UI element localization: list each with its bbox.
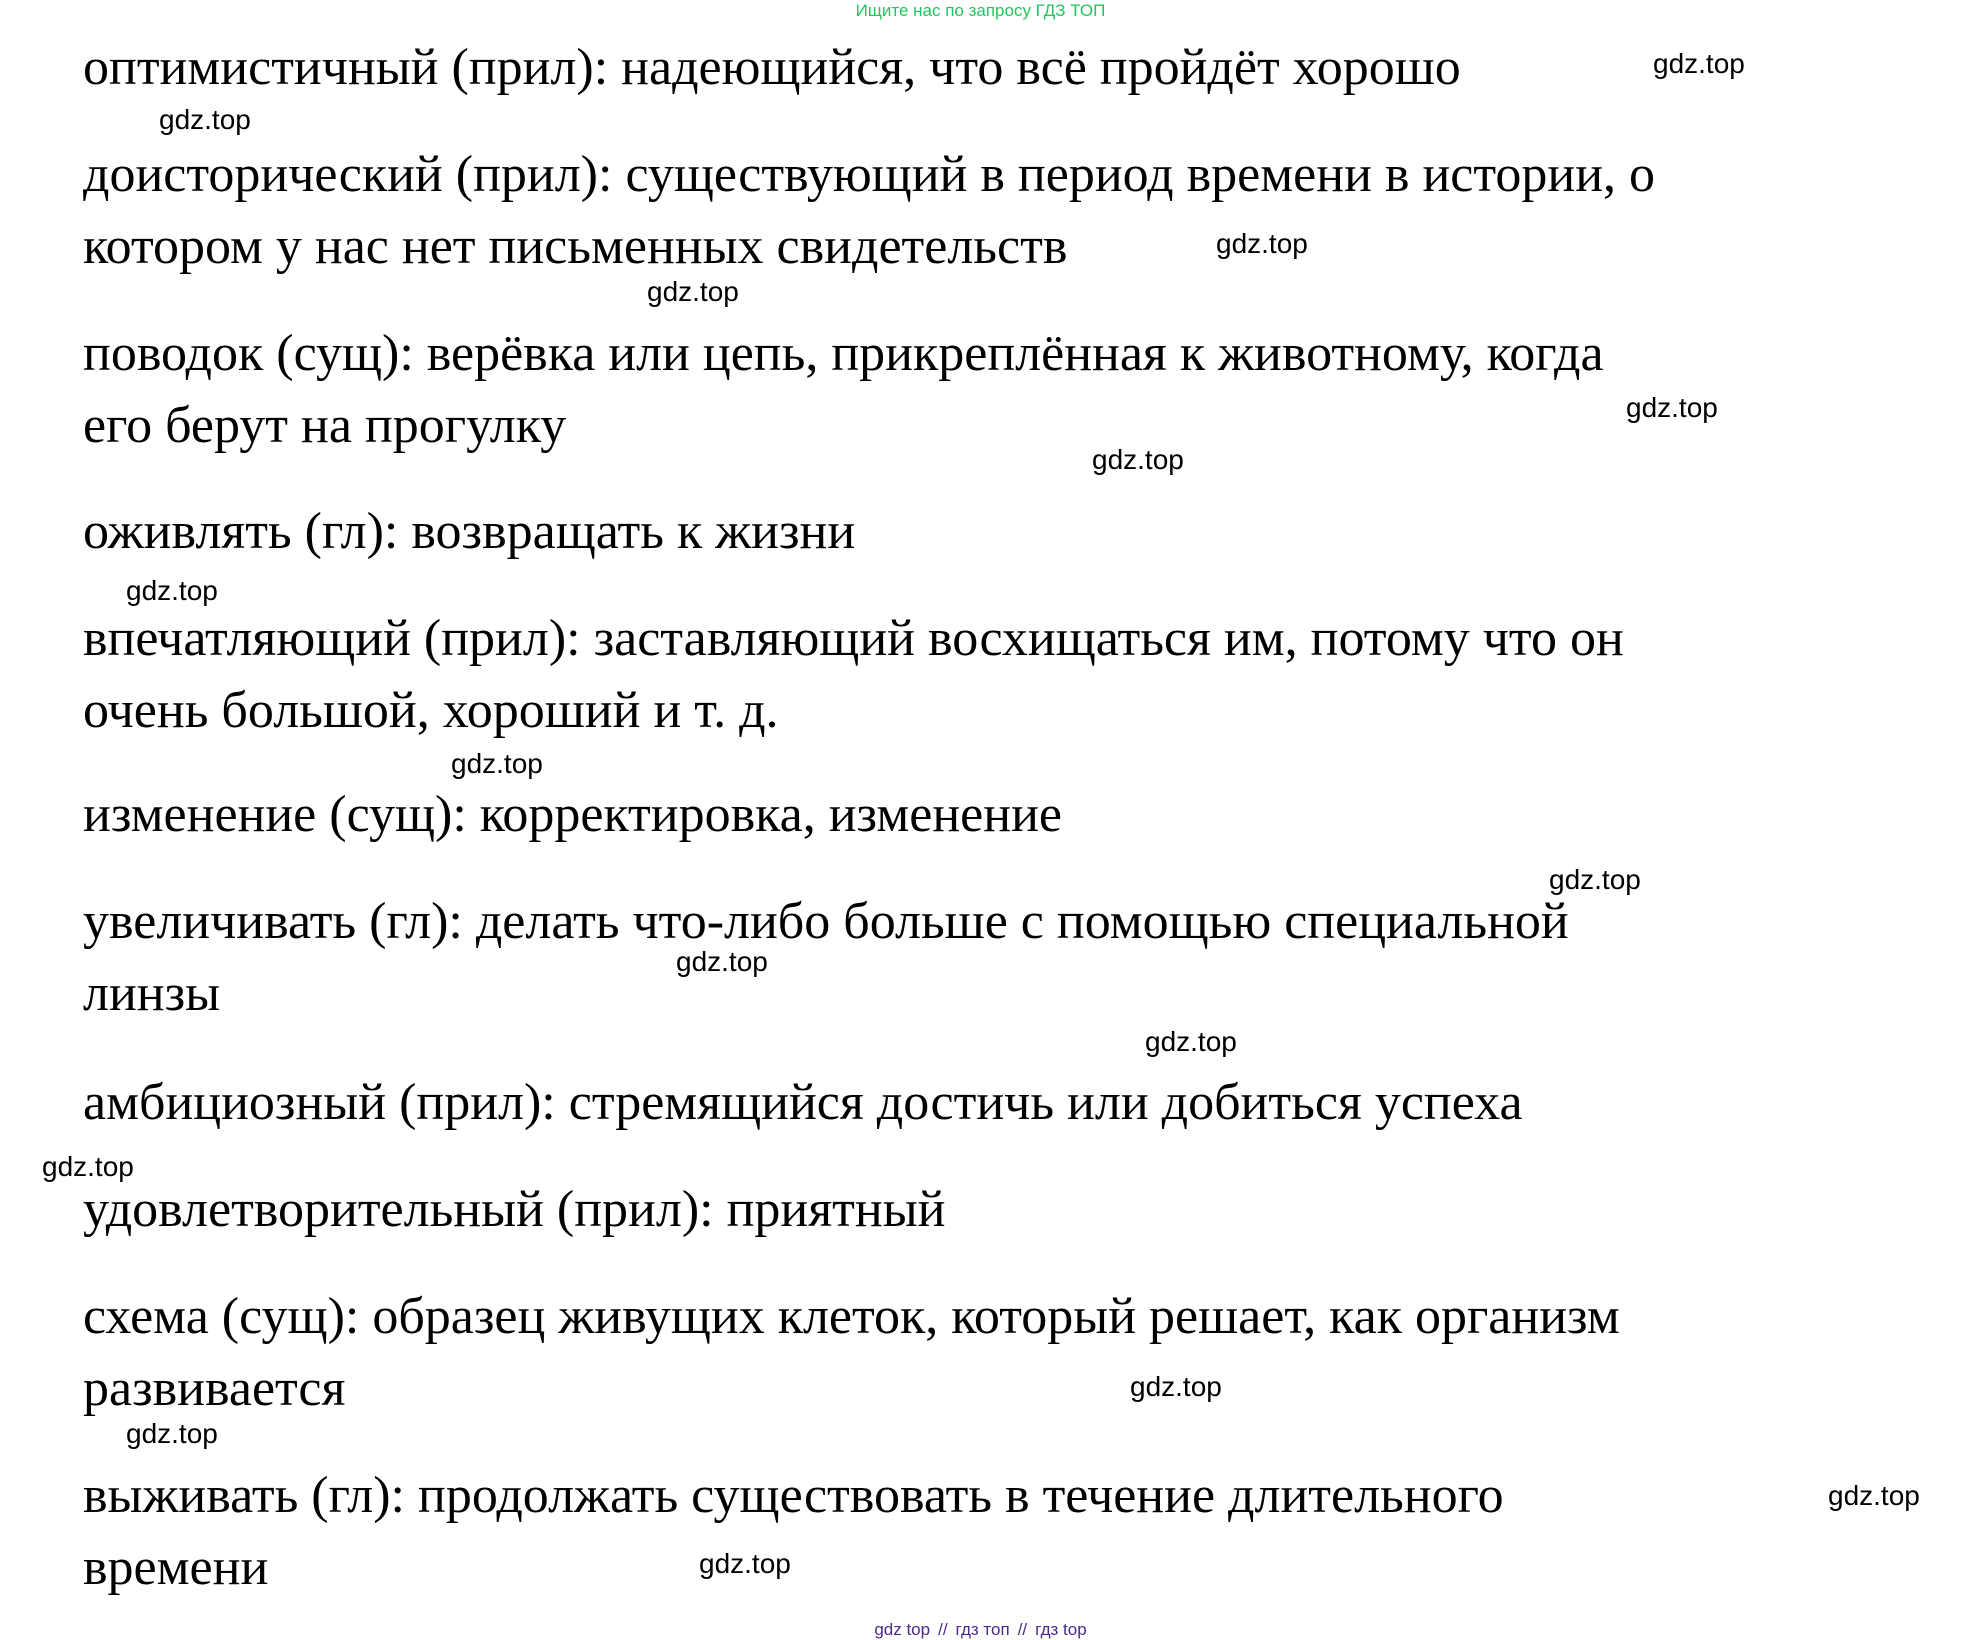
glossary-entry: оптимистичный (прил): надеющийся, что всё пройдёт хорошо xyxy=(83,39,1461,96)
watermark: gdz.top xyxy=(159,104,251,135)
watermark: gdz.top xyxy=(1828,1480,1920,1511)
watermark: gdz.top xyxy=(126,1418,218,1449)
footer-link-gdz-top-ru[interactable]: гдз топ xyxy=(955,1620,1010,1639)
top-banner-link[interactable]: Ищите нас по запросу ГДЗ ТОП xyxy=(855,1,1106,20)
glossary-entry: впечатляющий (прил): заставляющий восхищаться им, потому что он очень большой, хороший и т. д. xyxy=(83,610,1624,739)
watermark: gdz.top xyxy=(451,748,543,779)
watermark: gdz.top xyxy=(1092,444,1184,475)
watermark: gdz.top xyxy=(42,1151,134,1182)
glossary-entry: удовлетворительный (прил): приятный xyxy=(83,1181,946,1238)
footer-link-gdz-top-mixed[interactable]: гдз top xyxy=(1035,1620,1087,1639)
watermark: gdz.top xyxy=(647,276,739,307)
glossary-entry: поводок (сущ): верёвка или цепь, прикреплённая к животному, когда его берут на прогулку xyxy=(83,325,1604,454)
glossary-entry: амбициозный (прил): стремящийся достичь или добиться успеха xyxy=(83,1074,1523,1131)
glossary-entry: изменение (сущ): корректировка, изменение xyxy=(83,786,1062,843)
watermark: gdz.top xyxy=(676,946,768,977)
glossary-entry: выживать (гл): продолжать существовать в течение длительного времени xyxy=(83,1467,1504,1596)
watermark: gdz.top xyxy=(699,1548,791,1579)
watermark: gdz.top xyxy=(1130,1371,1222,1402)
watermark: gdz.top xyxy=(1549,864,1641,895)
glossary-entry: увеличивать (гл): делать что-либо больше с помощью специальной линзы xyxy=(83,893,1569,1022)
watermark: gdz.top xyxy=(1626,392,1718,423)
watermark: gdz.top xyxy=(1216,228,1308,259)
glossary-entry: оживлять (гл): возвращать к жизни xyxy=(83,503,856,560)
glossary-entry: схема (сущ): образец живущих клеток, который решает, как организм развивается xyxy=(83,1288,1620,1417)
footer-link-gdz-top[interactable]: gdz top xyxy=(874,1620,931,1639)
footer-separator: // xyxy=(1017,1620,1028,1639)
footer-separator: // xyxy=(938,1620,948,1639)
watermark: gdz.top xyxy=(1653,48,1745,79)
glossary-entry: доисторический (прил): существующий в период времени в истории, о котором у нас нет письменных свидетельств xyxy=(83,146,1656,275)
watermark: gdz.top xyxy=(126,575,218,606)
footer-links xyxy=(0,1620,1961,1640)
watermark: gdz.top xyxy=(1145,1026,1237,1057)
